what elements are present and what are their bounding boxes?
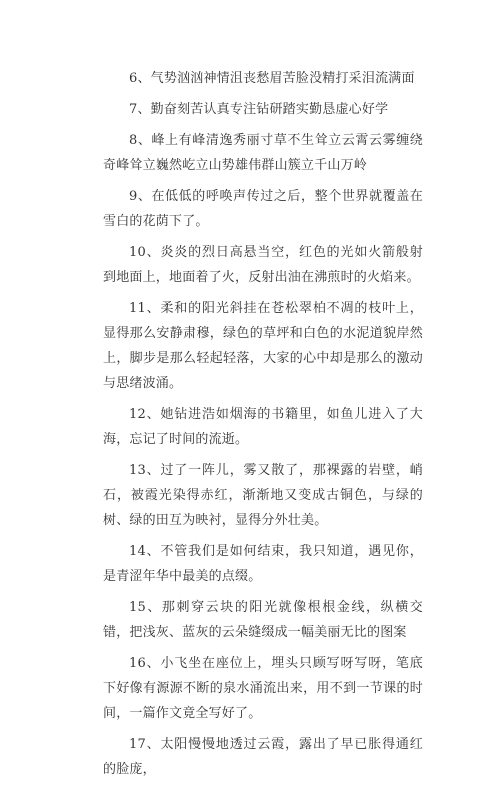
paragraph-12: 12、她钻进浩如烟海的书籍里，如鱼儿进入了大海，忘记了时间的流逝。 [103,407,423,447]
paragraph-7: 7、勤奋刻苦认真专注钻研踏实勤恳虚心好学 [129,102,389,117]
paragraph-10: 10、炎炎的烈日高悬当空，红色的光如火箭般射到地面上，地面着了火，反射出油在沸煎时的火焰来。 [103,245,423,285]
paragraph-9: 9、在低低的呼唤声传过之后，整个世界就覆盖在雪白的花荫下了。 [103,189,423,229]
paragraph-11: 11、柔和的阳光斜挂在苍松翠柏不凋的枝叶上，显得那么安静肃穆，绿色的草坪和白色的水泥道貌岸然上，脚步是那么轻起轻落，大家的心中却是那么的激动与思绪波涌。 [103,301,423,391]
paragraph-15: 15、那刺穿云块的阳光就像根根金线，纵横交错，把浅灰、蓝灰的云朵缝缀成一幅美丽无比的图案 [103,600,423,640]
document-body [103,66,423,788]
paragraph-8: 8、峰上有峰清逸秀丽寸草不生耸立云霄云雾缠绕奇峰耸立巍然屹立山势雄伟群山簇立千山万岭 [103,133,423,173]
paragraph-14: 14、不管我们是如何结束，我只知道，遇见你，是青涩年华中最美的点缀。 [103,544,423,584]
paragraph-17: 17、太阳慢慢地透过云霞，露出了早已胀得通红的脸庞， [103,737,423,777]
paragraph-13: 13、过了一阵儿，雾又散了，那裸露的岩壁，峭石，被霞光染得赤红，渐渐地又变成古铜色，与绿的树、绿的田互为映衬，显得分外壮美。 [103,463,423,528]
paragraph-16: 16、小飞坐在座位上，埋头只顾写呀写呀，笔底下好像有源源不断的泉水涌流出来，用不到一节课的时间，一篇作文竟全写好了。 [103,656,423,721]
paragraph-6: 6、气势汹汹神情沮丧愁眉苦脸没精打采泪流满面 [129,71,415,86]
